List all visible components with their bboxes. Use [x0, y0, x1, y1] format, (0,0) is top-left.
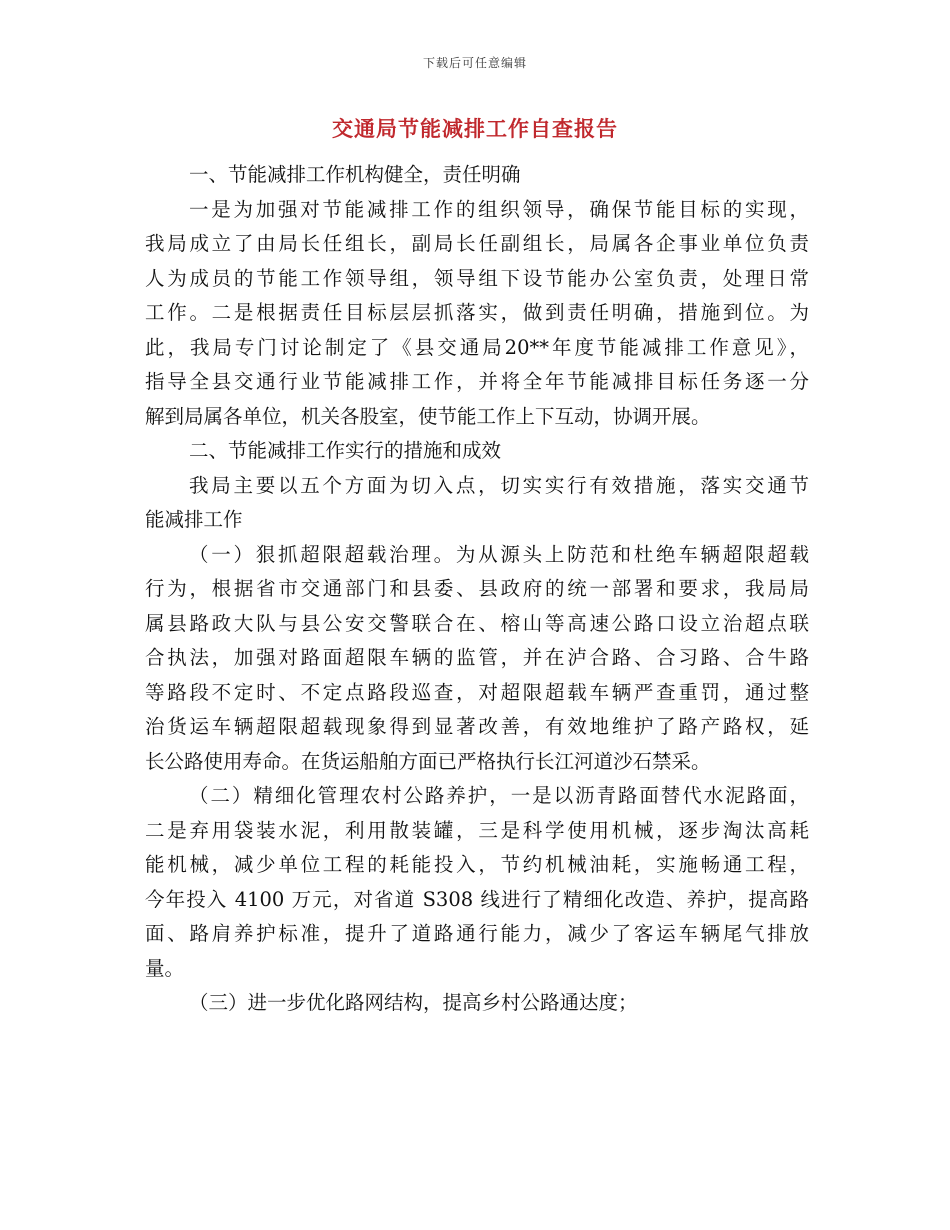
- body-line: （三）进一步优化路网结构，提高乡村公路通达度；: [189, 991, 638, 1014]
- body-line: 一是为加强对节能减排工作的组织领导，确保节能目标的实现，: [189, 197, 809, 221]
- body-line: 人为成员的节能工作领导组，领导组下设节能办公室负责，处理日常: [145, 266, 809, 290]
- body-line: 指导全县交通行业节能减排工作，并将全年节能减排目标任务逐一分: [145, 370, 809, 393]
- body-line: 二是弃用袋装水泥，利用散装罐，三是科学使用机械，逐步淘汰高耗: [145, 818, 809, 842]
- body-line: 一、节能减排工作机构健全，责任明确: [189, 163, 521, 186]
- body-line: 今年投入 4100 万元，对省道 S308 线进行了精细化改造、养护，提高路: [145, 887, 809, 911]
- body-line: 治货运车辆超限超载现象得到显著改善，有效地维护了路产路权，延: [145, 715, 809, 738]
- body-line: 此，我局专门讨论制定了《县交通局20**年度节能减排工作意见》，: [145, 335, 809, 359]
- body-line: 我局成立了由局长任组长，副局长任副组长，局属各企事业单位负责: [145, 232, 809, 255]
- body-line: 行为，根据省市交通部门和县委、县政府的统一部署和要求，我局局: [145, 577, 809, 600]
- document-body: [145, 158, 809, 1021]
- body-line: （一）狠抓超限超载治理。为从源头上防范和杜绝车辆超限超载: [189, 542, 809, 566]
- body-line: （二）精细化管理农村公路养护，一是以沥青路面替代水泥路面，: [189, 784, 809, 807]
- document-title: 交通局节能减排工作自查报告: [332, 116, 618, 141]
- body-line: 属县路政大队与县公安交警联合在、榕山等高速公路口设立治超点联: [145, 611, 809, 635]
- body-line: 量。: [145, 956, 185, 980]
- body-line: 合执法，加强对路面超限车辆的监管，并在泸合路、合习路、合牛路: [145, 646, 809, 669]
- body-line: 能减排工作: [145, 508, 243, 531]
- body-line: 长公路使用寿命。在货运船舶方面已严格执行长江河道沙石禁采。: [145, 749, 711, 773]
- header-note: 下载后可任意编辑: [422, 56, 527, 70]
- body-line: 我局主要以五个方面为切入点，切实实行有效措施，落实交通节: [189, 473, 809, 497]
- body-line: 二、节能减排工作实行的措施和成效: [189, 439, 502, 462]
- body-line: 解到局属各单位，机关各股室，使节能工作上下互动，协调开展。: [145, 404, 711, 428]
- body-line: 面、路肩养护标准，提升了道路通行能力，减少了客运车辆尾气排放: [145, 922, 809, 945]
- body-line: 能机械，减少单位工程的耗能投入，节约机械油耗，实施畅通工程，: [145, 853, 809, 876]
- body-line: 工作。二是根据责任目标层层抓落实，做到责任明确，措施到位。为: [145, 301, 809, 324]
- body-line: 等路段不定时、不定点路段巡查，对超限超载车辆严查重罚，通过整: [145, 680, 809, 704]
